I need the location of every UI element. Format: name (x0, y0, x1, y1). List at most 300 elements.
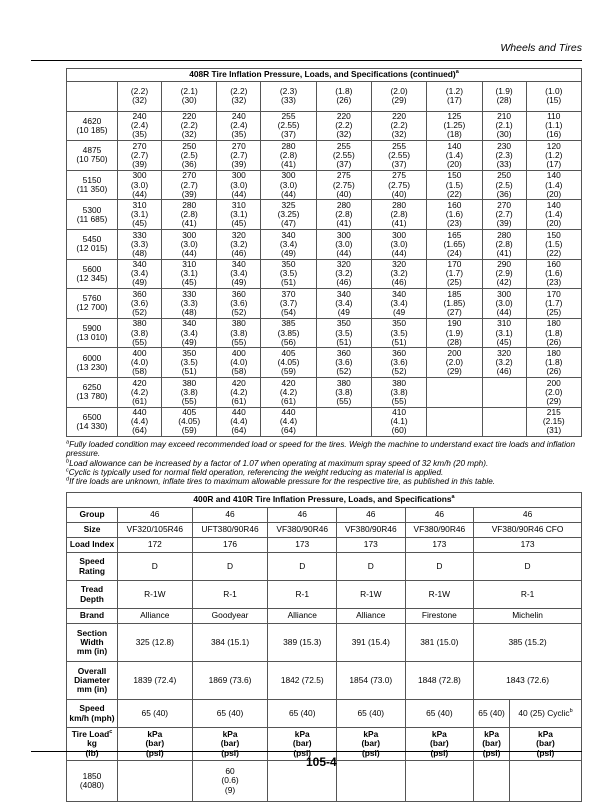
cell-line: (2.3) (495, 149, 513, 160)
row-header (67, 624, 118, 662)
cell-line: (12 015) (76, 243, 108, 254)
cell-line: (4.0) (230, 357, 248, 368)
cell-line: 270 (231, 140, 246, 151)
cell-line: (3.0) (495, 297, 513, 308)
caption-footnote-ref: a (455, 69, 459, 76)
spec-cell: 1854 (73.0) (337, 662, 406, 700)
spec-cell: 46 (268, 508, 337, 523)
cell-line: 275 (392, 170, 407, 181)
spec-cell: VF380/90R46 CFO (474, 523, 582, 538)
cell-line: 330 (132, 229, 147, 240)
pressure-cell (526, 377, 581, 407)
spec-row-brand (67, 609, 582, 624)
cell-line: (41) (391, 218, 407, 229)
cell-line: (2.7) (495, 209, 513, 220)
cell-line: mm (in) (76, 684, 108, 695)
cell-line: (4.4) (130, 416, 149, 427)
cell-line: (2.75) (388, 179, 411, 190)
pressure-cell (427, 377, 482, 407)
cell-line: (28) (446, 336, 462, 347)
table-row (67, 348, 582, 378)
cell-line: (51) (391, 336, 407, 347)
cell-line: (52) (391, 366, 407, 377)
spec-cell: VF380/90R46 (268, 523, 337, 538)
row-header (67, 508, 118, 523)
cell-line: 360 (392, 348, 407, 359)
row-header (67, 581, 118, 609)
footnote-marker: b (66, 457, 70, 464)
spec-cell: 176 (192, 538, 268, 553)
cell-line: km/h (mph) (69, 712, 115, 723)
pressure-cell (162, 407, 217, 437)
cell-line: 270 (132, 140, 147, 151)
cell-line: 220 (182, 111, 197, 122)
cell-line: (23) (546, 277, 562, 288)
cell-line: (1.65) (443, 238, 466, 249)
pressure-cell (526, 111, 581, 141)
load-cell (67, 348, 118, 378)
cell-line: (2.1) (495, 120, 513, 131)
pressure-cell (162, 318, 217, 348)
speed-footnote-ref: b (569, 708, 573, 715)
cell-line: kPa (484, 729, 500, 740)
cell-line: (26) (546, 366, 562, 377)
cell-line: (3.1) (230, 209, 248, 220)
cell-line: kPa (538, 729, 553, 740)
pressure-cell (509, 761, 581, 802)
cell-line: (3.7) (279, 297, 298, 308)
cell-line: (2.9) (495, 268, 513, 279)
tire-load-footnote-ref: c (109, 729, 113, 736)
cell-line: 340 (281, 229, 296, 240)
pressure-cell (371, 170, 426, 200)
load-cell (67, 259, 118, 289)
cell-line: (46) (231, 247, 247, 258)
cell-line: (1.9) (495, 86, 513, 97)
spec-cell: D (118, 553, 193, 581)
cell-line: 300 (281, 170, 296, 181)
spec-cell: R-1W (405, 581, 474, 609)
cell-line: (3.0) (230, 179, 248, 190)
cell-line: (51) (336, 336, 352, 347)
pressure-cell (371, 229, 426, 259)
cell-line: (49) (132, 277, 147, 288)
cell-line: 290 (497, 259, 512, 270)
pressure-cell (162, 141, 217, 171)
cell-line: (3.3) (180, 297, 198, 308)
cell-line: (44) (391, 247, 407, 258)
cell-line: (39) (231, 159, 247, 170)
cell-line: 240 (231, 111, 246, 122)
cell-line: 125 (447, 111, 462, 122)
cell-line: 350 (336, 318, 351, 329)
cell-line: (36) (496, 188, 512, 199)
load-cell (67, 111, 118, 141)
cell-line: Tire Load$^c$ (71, 729, 113, 740)
speed-value: 65 (40) (216, 707, 244, 718)
cell-line: (1.4) (445, 149, 464, 160)
cell-line: 340 (182, 318, 197, 329)
spec-cell: D (268, 553, 337, 581)
cell-line: (49) (181, 336, 197, 347)
unit-cell (118, 728, 193, 761)
load-cell (67, 229, 118, 259)
cell-line: 120 (546, 140, 561, 151)
pressure-cell (526, 170, 581, 200)
cell-line: (4.1) (390, 416, 408, 427)
cell-line: 6500 (82, 411, 102, 422)
spec-cell: 1842 (72.5) (268, 662, 337, 700)
cell-line: (26) (546, 336, 562, 347)
row-header (67, 553, 118, 581)
cell-line: (3.6) (130, 297, 149, 308)
pressure-cell (192, 761, 268, 802)
spec-row-speed (67, 700, 582, 728)
cell-line: (3.5) (279, 268, 298, 279)
spec-row-speed-rating (67, 553, 582, 581)
load-cell (67, 82, 118, 112)
load-cell (67, 407, 118, 437)
cell-line: (4.0) (130, 357, 149, 368)
pressure-cell (316, 111, 371, 141)
cell-line: 420 (132, 377, 147, 388)
cell-line: 160 (447, 200, 462, 211)
cell-line: 250 (182, 140, 197, 151)
table-row (67, 170, 582, 200)
cell-line: (2.8) (180, 209, 198, 220)
cell-line: (3.2) (495, 357, 513, 368)
cell-line: (46) (336, 277, 352, 288)
cell-line: (35) (132, 129, 147, 140)
cell-line: (1.85) (443, 297, 466, 308)
cell-line: (25) (546, 306, 562, 317)
spec-cell: 173 (405, 538, 474, 553)
spec-cell (474, 700, 510, 728)
cell-line: (47) (281, 218, 296, 229)
spec-cell: D (337, 553, 406, 581)
cell-line: 310 (231, 200, 246, 211)
cell-line: (12 345) (76, 272, 108, 283)
table-row (67, 82, 582, 112)
spec-cell (268, 700, 337, 728)
table-caption-row (67, 493, 582, 508)
cell-line: 300 (336, 229, 351, 240)
cell-line: (3.6) (390, 357, 408, 368)
spec-row-overall-diameter (67, 662, 582, 700)
spec-cell: VF380/90R46 (337, 523, 406, 538)
pressure-cell (427, 289, 482, 319)
cell-line: 350 (392, 318, 407, 329)
cell-line: 160 (546, 259, 561, 270)
spec-cell: 46 (474, 508, 582, 523)
cell-line: (46) (391, 277, 407, 288)
load-cell (67, 318, 118, 348)
cell-line: (44) (181, 247, 197, 258)
cell-line: (3.1) (180, 268, 198, 279)
cell-line: (30) (496, 129, 512, 140)
cell-line: (3.6) (335, 357, 353, 368)
cell-line: (56) (281, 336, 296, 347)
cell-line: (1.25) (443, 120, 466, 131)
pressure-cell (427, 407, 482, 437)
pressure-cell (217, 200, 261, 230)
cell-line: 340 (392, 288, 407, 299)
cell-line: (3.4) (390, 297, 408, 308)
load-cell (67, 377, 118, 407)
cell-line: (1.8) (545, 357, 563, 368)
cell-line: (3.1) (130, 209, 149, 220)
spec-cell: R-1W (337, 581, 406, 609)
cell-line: (4.4) (230, 416, 248, 427)
cell-line: (psi) (430, 747, 449, 758)
cell-line: (psi) (361, 747, 380, 758)
cell-line: (25) (446, 277, 462, 288)
cell-line: (1.7) (445, 268, 464, 279)
page-number: 105-4 (306, 755, 337, 769)
pressure-cell (482, 141, 526, 171)
table-row (67, 289, 582, 319)
pressure-cell (261, 318, 316, 348)
cell-line: 310 (497, 318, 512, 329)
cell-line: (24) (446, 247, 462, 258)
pressure-cell (261, 111, 316, 141)
cell-line: 270 (182, 170, 197, 181)
cell-line: (58) (231, 366, 247, 377)
cell-line: (51) (281, 277, 296, 288)
pressure-cell (482, 377, 526, 407)
cell-line: (17) (446, 95, 462, 106)
cell-line: (39) (496, 218, 512, 229)
cell-line: (64) (281, 425, 296, 436)
cell-line: (psi) (221, 747, 239, 758)
cell-line: (1.6) (445, 209, 464, 220)
cell-line: (3.5) (180, 357, 198, 368)
pressure-cell (371, 377, 426, 407)
pressure-cell (482, 170, 526, 200)
spec-cell: 46 (405, 508, 474, 523)
spec-row-tread-depth (67, 581, 582, 609)
footnote-marker: a (66, 439, 70, 446)
pressure-cell (217, 377, 261, 407)
cell-line: (3.0) (390, 238, 408, 249)
cell-line: 440 (132, 407, 147, 418)
cell-line: (42) (496, 277, 512, 288)
cell-line: Width (80, 636, 104, 647)
cell-line: (39) (181, 188, 197, 199)
cell-line: (22) (546, 247, 562, 258)
cell-line: (4.05) (277, 357, 300, 368)
load-cell (67, 289, 118, 319)
spec-cell: D (192, 553, 268, 581)
pressure-cell (118, 111, 162, 141)
cell-line: 140 (447, 140, 462, 151)
cell-line: (3.85) (277, 327, 300, 338)
cell-line: (3.8) (335, 386, 353, 397)
spec-cell: D (474, 553, 582, 581)
cell-line: (13 230) (76, 361, 108, 372)
cell-line: (3.0) (130, 179, 149, 190)
cell-line: (0.6) (221, 775, 239, 786)
cell-line: 340 (231, 259, 246, 270)
row-header (67, 700, 118, 728)
pressure-cell (427, 111, 482, 141)
pressure-cell (526, 82, 581, 112)
cell-line: (bar) (482, 738, 501, 749)
pressure-cell (405, 761, 474, 802)
cell-line: (3.4) (279, 238, 298, 249)
spec-cell: Alliance (118, 609, 193, 624)
pressure-cell (371, 82, 426, 112)
pressure-cell (482, 82, 526, 112)
spec-cell: R-1 (192, 581, 268, 609)
pressure-cell (118, 141, 162, 171)
cell-line: kPa (222, 729, 238, 740)
pressure-cell (118, 348, 162, 378)
cell-line: (1.0) (545, 86, 563, 97)
cell-line: (44) (281, 188, 296, 199)
cell-line: (32) (336, 129, 352, 140)
pressure-cell (427, 200, 482, 230)
row-header-text: Load Index (69, 539, 115, 550)
pressure-cell (217, 141, 261, 171)
cell-line: 350 (182, 348, 197, 359)
cell-line: (2.55) (332, 149, 355, 160)
spec-cell: UFT380/90R46 (192, 523, 268, 538)
cell-line: (2.7) (180, 179, 198, 190)
pressure-cell (217, 407, 261, 437)
cell-line: (psi) (145, 747, 164, 758)
cell-line: 4620 (82, 115, 102, 126)
cell-line: (2.8) (279, 149, 298, 160)
spec-cell: Goodyear (192, 609, 268, 624)
cell-line: 250 (497, 170, 512, 181)
cell-line: 5300 (82, 204, 102, 215)
table-caption (67, 69, 582, 82)
cell-line: (55) (132, 336, 147, 347)
spec-cell: 173 (268, 538, 337, 553)
cell-line: 140 (546, 200, 561, 211)
cell-line: (2.15) (542, 416, 565, 427)
cell-line: (4.4) (279, 416, 298, 427)
pressure-cell (162, 259, 217, 289)
caption-footnote-ref: a (451, 494, 455, 501)
pressure-cell (162, 111, 217, 141)
row-header-text: Size (83, 524, 101, 535)
cell-line: (11 350) (76, 184, 108, 195)
pressure-cell (427, 170, 482, 200)
cell-line: (3.5) (335, 327, 353, 338)
cell-line: 400 (231, 348, 246, 359)
cell-line: 200 (546, 377, 561, 388)
pressure-cell (371, 111, 426, 141)
cell-line: (3.8) (390, 386, 408, 397)
cell-line: 340 (132, 259, 147, 270)
pressure-cell (371, 289, 426, 319)
footer-rule (31, 751, 582, 752)
unit-cell (405, 728, 474, 761)
cell-line: 110 (547, 111, 561, 122)
cell-line: (3.0) (180, 238, 198, 249)
cell-line: 60 (225, 766, 235, 777)
cell-line: 230 (497, 140, 512, 151)
spec-cell: R-1W (118, 581, 193, 609)
table-row (67, 141, 582, 171)
cell-line: (3.25) (277, 209, 300, 220)
cell-line: kg (87, 738, 97, 749)
spec-row-load-index (67, 538, 582, 553)
pressure-cell (118, 318, 162, 348)
cell-line: (52) (231, 306, 247, 317)
pressure-cell (482, 111, 526, 141)
table-caption (67, 493, 582, 508)
cell-line: (51) (181, 366, 197, 377)
cell-line: (2.0) (445, 357, 464, 368)
spec-cell: R-1 (268, 581, 337, 609)
cell-line: 280 (182, 200, 197, 211)
cell-line: kPa (147, 729, 163, 740)
pressure-cell (162, 348, 217, 378)
spec-cell: R-1 (474, 581, 582, 609)
cell-line: 420 (281, 377, 296, 388)
pressure-cell (217, 348, 261, 378)
table-body (67, 82, 582, 437)
cell-line: 420 (231, 377, 246, 388)
cell-line: (29) (446, 366, 462, 377)
cell-line: kPa (294, 729, 310, 740)
cell-line: (2.7) (130, 149, 149, 160)
pressure-cell (526, 407, 581, 437)
cell-line: (36) (181, 159, 197, 170)
unit-cell (192, 728, 268, 761)
pressure-cell (474, 761, 510, 802)
pressure-cell (316, 259, 371, 289)
cell-line: 360 (231, 288, 246, 299)
cell-line: (2.3) (279, 86, 298, 97)
cell-line: 360 (336, 348, 351, 359)
cell-line: (52) (132, 306, 147, 317)
cell-line: (1.8) (545, 327, 563, 338)
spec-cell: 389 (15.3) (268, 624, 337, 662)
speed-value: 65 (40) (478, 707, 505, 718)
cell-line: 5450 (82, 234, 102, 245)
cell-line: 185 (447, 288, 462, 299)
cell-line: 300 (392, 229, 407, 240)
footnote-text: Load allowance can be increased by a factor of 1.07 when operating at maximum spray speed of 32 km/h (20 mph). (69, 458, 489, 468)
cell-line: 380 (132, 318, 147, 329)
cell-line: 340 (336, 288, 351, 299)
spec-cell: 1839 (72.4) (118, 662, 193, 700)
pressure-cell (261, 289, 316, 319)
cell-line: (14 330) (76, 420, 108, 431)
cell-line: (49) (281, 247, 296, 258)
pressure-cell (427, 82, 482, 112)
cell-line: (3.4) (130, 268, 149, 279)
cell-line: (52) (336, 366, 352, 377)
pressure-cell (427, 141, 482, 171)
row-header (67, 728, 118, 761)
cell-line: (31) (546, 425, 562, 436)
header-rule (31, 60, 582, 61)
cell-line: (61) (231, 395, 247, 406)
cell-line: (2.2) (335, 120, 353, 131)
pressure-cell (316, 82, 371, 112)
footnote (66, 468, 582, 477)
cell-line: (12 700) (76, 302, 108, 313)
pressure-cell (118, 761, 193, 802)
pressure-cell (482, 229, 526, 259)
cell-line: 280 (392, 200, 407, 211)
pressure-cell (162, 229, 217, 259)
